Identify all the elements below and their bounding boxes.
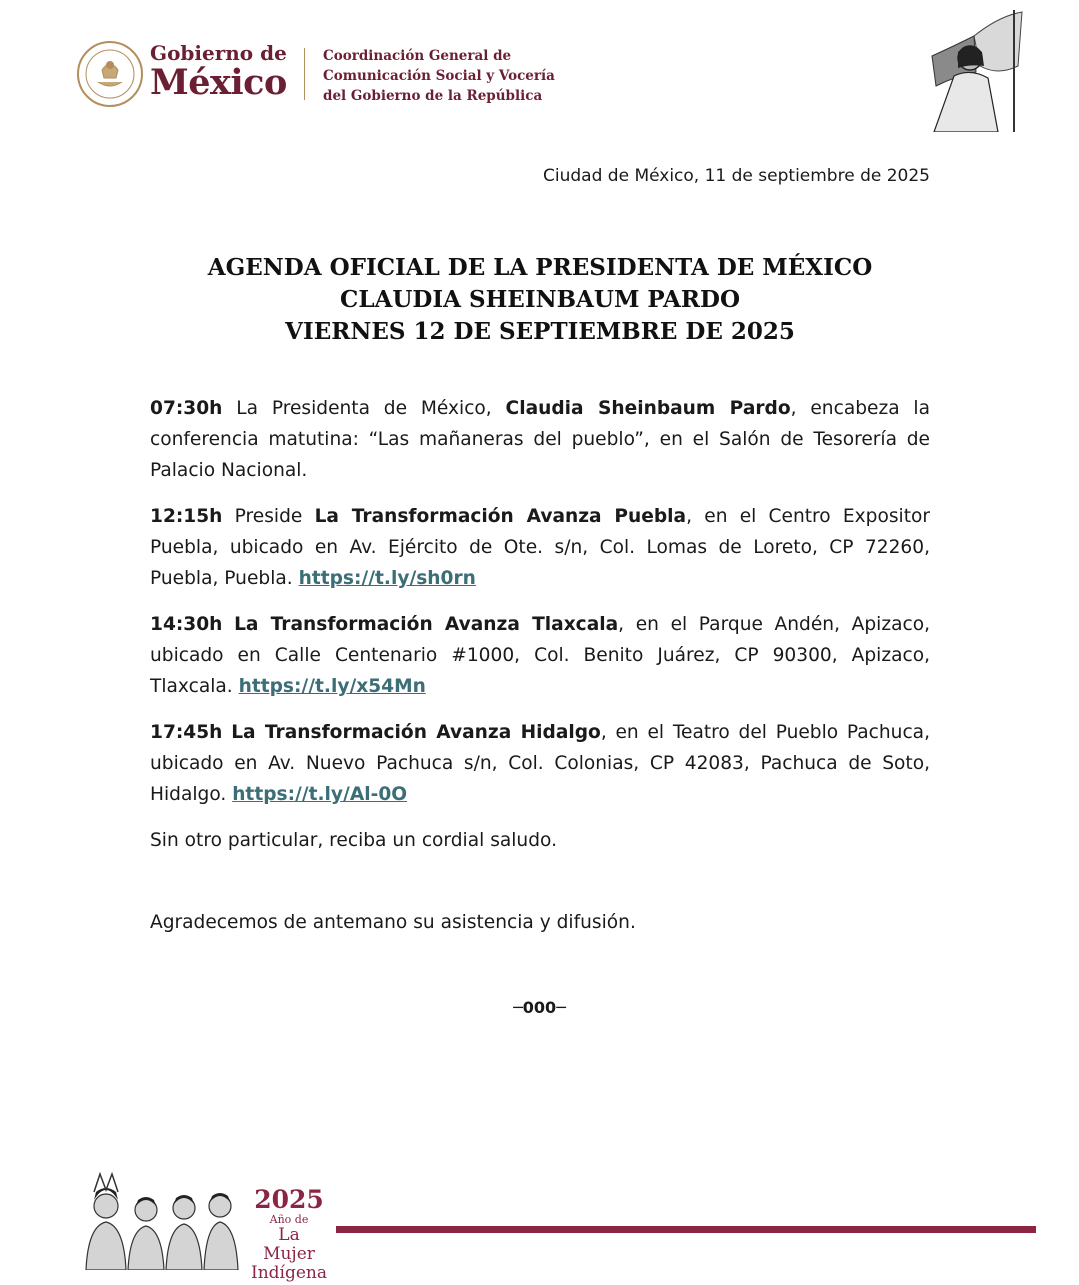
event-text: , en el Teatro del Pueblo Pachuca, ubicado en Av. Nuevo Pachuca s/n, Col. Colonias, CP 42083, Pachuca de Soto, Hidalgo. bbox=[150, 722, 930, 805]
gov-line-2: México bbox=[150, 62, 287, 103]
coord-line-2: Comunicación Social y Vocería bbox=[323, 68, 555, 84]
footer-motto-1: La Mujer bbox=[263, 1225, 315, 1264]
footer-year: 2025 bbox=[254, 1185, 324, 1214]
gov-line-1: Gobierno de bbox=[150, 41, 287, 65]
event-text: Preside bbox=[222, 506, 315, 527]
closing-greeting: Sin otro particular, reciba un cordial saludo. bbox=[150, 830, 557, 851]
agenda-item bbox=[150, 501, 930, 594]
event-text bbox=[222, 722, 231, 743]
title-line-3: VIERNES 12 DE SEPTIEMBRE DE 2025 bbox=[285, 318, 795, 345]
event-text: , en el Centro Expositor Puebla, ubicado en Av. Ejército de Ote. s/n, Col. Lomas de Loreto, CP 72260, Puebla, Puebla. bbox=[150, 506, 931, 589]
event-text bbox=[222, 614, 234, 635]
coordination-name bbox=[323, 46, 555, 106]
document-title bbox=[150, 252, 930, 348]
indigenous-women-illustration bbox=[78, 1170, 246, 1270]
event-highlight: La Transformación Avanza Tlaxcala bbox=[234, 614, 619, 635]
event-time: 12:15h bbox=[150, 506, 223, 527]
agenda-item bbox=[150, 393, 930, 486]
title-line-2: CLAUDIA SHEINBAUM PARDO bbox=[340, 286, 740, 313]
footer-motto-2: Indígena bbox=[250, 1263, 327, 1283]
event-text: , encabeza la conferencia matutina: “Las mañaneras del pueblo”, en el Salón de Tesorería de Palacio Nacional. bbox=[150, 398, 930, 481]
gobierno-de-mexico-logo bbox=[150, 42, 287, 102]
document-date: Ciudad de México, 11 de septiembre de 2025 bbox=[543, 166, 930, 186]
end-mark: ─000─ bbox=[513, 998, 566, 1017]
event-highlight: Claudia Sheinbaum Pardo bbox=[505, 398, 791, 419]
event-highlight: La Transformación Avanza Puebla bbox=[314, 506, 687, 527]
event-highlight: La Transformación Avanza Hidalgo bbox=[231, 722, 601, 743]
agenda-item bbox=[150, 717, 930, 810]
footer-bar bbox=[336, 1226, 1036, 1233]
coord-line-3: del Gobierno de la República bbox=[323, 88, 543, 104]
event-text: La Presidenta de México, bbox=[222, 398, 506, 419]
heroine-flag-illustration bbox=[914, 6, 1024, 132]
agenda-item bbox=[150, 609, 930, 702]
thanks-line: Agradecemos de antemano su asistencia y difusión. bbox=[150, 912, 636, 933]
event-link[interactable]: https://t.ly/Al-0O bbox=[232, 784, 408, 805]
event-time: 17:45h bbox=[150, 722, 223, 743]
mexico-coat-of-arms-seal bbox=[76, 40, 144, 108]
event-link[interactable]: https://t.ly/x54Mn bbox=[238, 676, 426, 697]
event-link[interactable]: https://t.ly/sh0rn bbox=[298, 568, 476, 589]
header-divider bbox=[304, 48, 305, 100]
year-of-indigenous-woman bbox=[250, 1186, 328, 1283]
footer-sub: Año de bbox=[269, 1213, 309, 1226]
letterhead bbox=[76, 36, 1016, 136]
agenda-body bbox=[150, 393, 930, 871]
coord-line-1: Coordinación General de bbox=[323, 48, 512, 64]
event-time: 14:30h bbox=[150, 614, 223, 635]
event-text: , en el Parque Andén, Apizaco, ubicado en Calle Centenario #1000, Col. Benito Juárez, CP 90300, Apizaco, Tlaxcala. bbox=[150, 614, 930, 697]
event-time: 07:30h bbox=[150, 398, 223, 419]
title-line-1: AGENDA OFICIAL DE LA PRESIDENTA DE MÉXICO bbox=[207, 254, 873, 281]
